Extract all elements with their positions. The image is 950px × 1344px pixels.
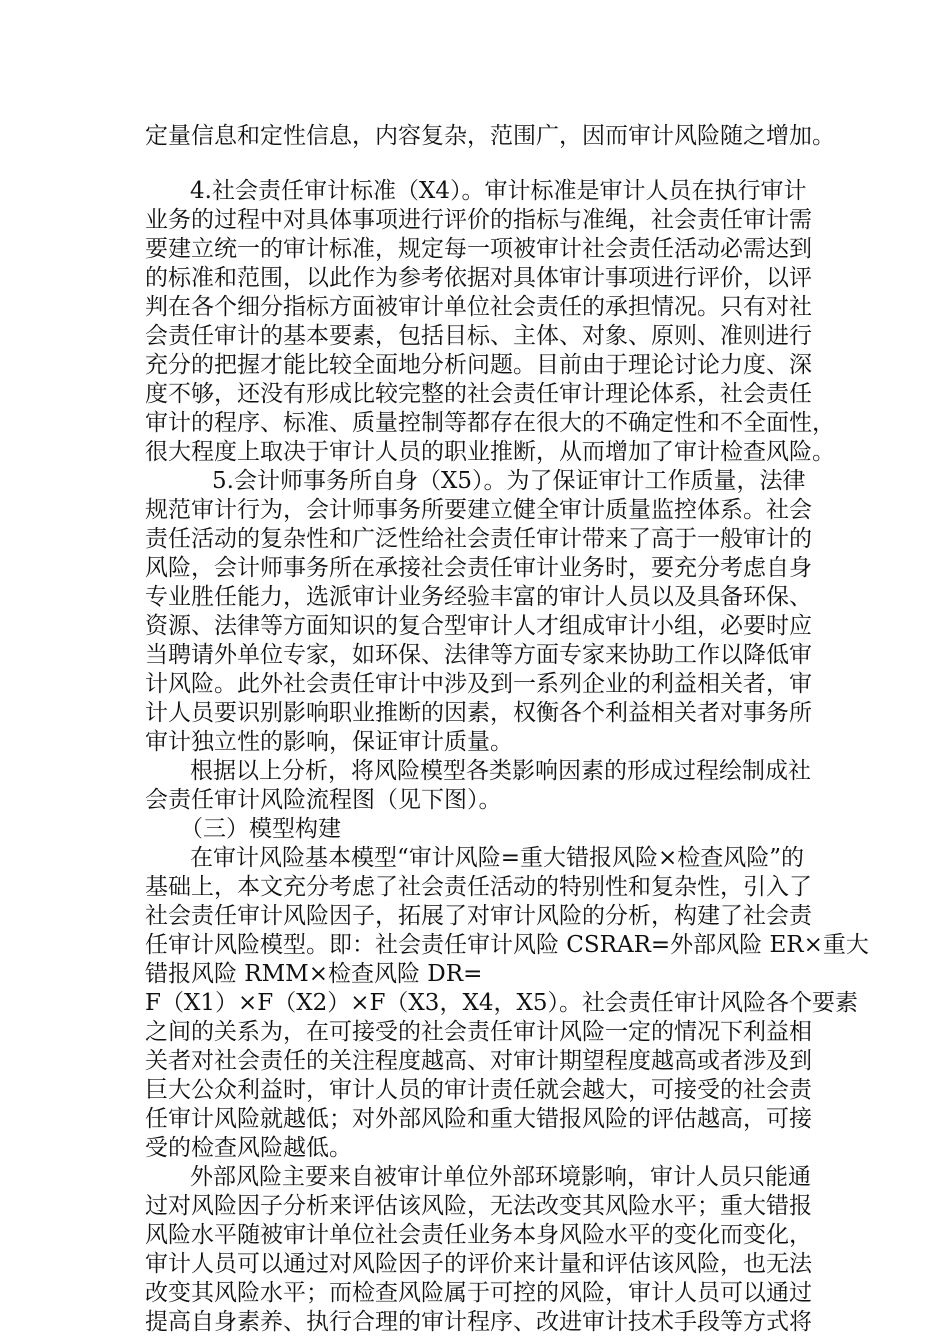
text-line: 审计的程序、标准、质量控制等都存在很大的不确定性和不全面性， (145, 410, 835, 436)
text-line: 提高自身素养、执行合理的审计程序、改进审计技术手段等方式将 (145, 1309, 812, 1335)
text-line: 当聘请外单位专家，如环保、法律等方面专家来协助工作以降低审 (145, 642, 812, 668)
text-line: 社会责任审计风险因子，拓展了对审计风险的分析，构建了社会责 (145, 903, 812, 929)
text-line: 基础上，本文充分考虑了社会责任活动的特别性和复杂性，引入了 (145, 874, 812, 900)
text-line: 定量信息和定性信息，内容复杂，范围广，因而审计风险随之增加。 (145, 123, 835, 149)
text-line: 风险水平随被审计单位社会责任业务本身风险水平的变化而变化， (145, 1222, 812, 1248)
text-line: 充分的把握才能比较全面地分析问题。目前由于理论讨论力度、深 (145, 352, 812, 378)
text-line: 的标准和范围，以此作为参考依据对具体审计事项进行评价，以评 (145, 265, 812, 291)
text-line: 很大程度上取决于审计人员的职业推断，从而增加了审计检查风险。 (145, 439, 835, 465)
text-line: 错报风险 RMM×检查风险 DR= (145, 961, 483, 987)
text-line: 4.社会责任审计标准（X4）。审计标准是审计人员在执行审计 (190, 178, 807, 204)
text-line: 根据以上分析，将风险模型各类影响因素的形成过程绘制成社 (190, 758, 811, 784)
text-line: 会责任审计风险流程图（见下图）。 (145, 787, 502, 813)
text-line: 之间的关系为，在可接受的社会责任审计风险一定的情况下利益相 (145, 1019, 812, 1045)
text-line: 判在各个细分指标方面被审计单位社会责任的承担情况。只有对社 (145, 294, 812, 320)
text-line: 任审计风险模型。即：社会责任审计风险 CSRAR=外部风险 ER×重大 (145, 932, 869, 958)
text-line: 计人员要识别影响职业推断的因素，权衡各个利益相关者对事务所 (145, 700, 812, 726)
text-line: 在审计风险基本模型“审计风险=重大错报风险×检查风险”的 (190, 845, 805, 871)
text-line: 资源、法律等方面知识的复合型审计人才组成审计小组，必要时应 (145, 613, 812, 639)
text-line: 受的检查风险越低。 (145, 1135, 352, 1161)
text-line: 任审计风险就越低；对外部风险和重大错报风险的评估越高，可接 (145, 1106, 812, 1132)
text-line: 度不够，还没有形成比较完整的社会责任审计理论体系，社会责任 (145, 381, 812, 407)
text-line: 责任活动的复杂性和广泛性给社会责任审计带来了高于一般审计的 (145, 526, 812, 552)
text-line: 规范审计行为，会计师事务所要建立健全审计质量监控体系。社会 (145, 497, 812, 523)
text-line: 会责任审计的基本要素，包括目标、主体、对象、原则、准则进行 (145, 323, 812, 349)
text-line: 改变其风险水平；而检查风险属于可控的风险，审计人员可以通过 (145, 1280, 812, 1306)
text-line: 过对风险因子分析来评估该风险，无法改变其风险水平；重大错报 (145, 1193, 812, 1219)
text-line: 审计独立性的影响，保证审计质量。 (145, 729, 513, 755)
section-heading: （三）模型构建 (180, 816, 341, 842)
text-line: 关者对社会责任的关注程度越高、对审计期望程度越高或者涉及到 (145, 1048, 812, 1074)
text-line: 审计人员可以通过对风险因子的评价来计量和评估该风险，也无法 (145, 1251, 812, 1277)
text-line: 巨大公众利益时，审计人员的审计责任就会越大，可接受的社会责 (145, 1077, 812, 1103)
text-line: 外部风险主要来自被审计单位外部环境影响，审计人员只能通 (190, 1164, 811, 1190)
text-line: 业务的过程中对具体事项进行评价的指标与准绳，社会责任审计需 (145, 207, 812, 233)
text-line: 风险，会计师事务所在承接社会责任审计业务时，要充分考虑自身 (145, 555, 812, 581)
text-line: 5.会计师事务所自身（X5）。为了保证审计工作质量，法律 (212, 468, 806, 494)
text-line: 计风险。此外社会责任审计中涉及到一系列企业的利益相关者，审 (145, 671, 812, 697)
text-line: 要建立统一的审计标准，规定每一项被审计社会责任活动必需达到 (145, 236, 812, 262)
text-line: 专业胜任能力，选派审计业务经验丰富的审计人员以及具备环保、 (145, 584, 812, 610)
text-line: F（X1）×F（X2）×F（X3，X4，X5）。社会责任审计风险各个要素 (145, 990, 858, 1016)
